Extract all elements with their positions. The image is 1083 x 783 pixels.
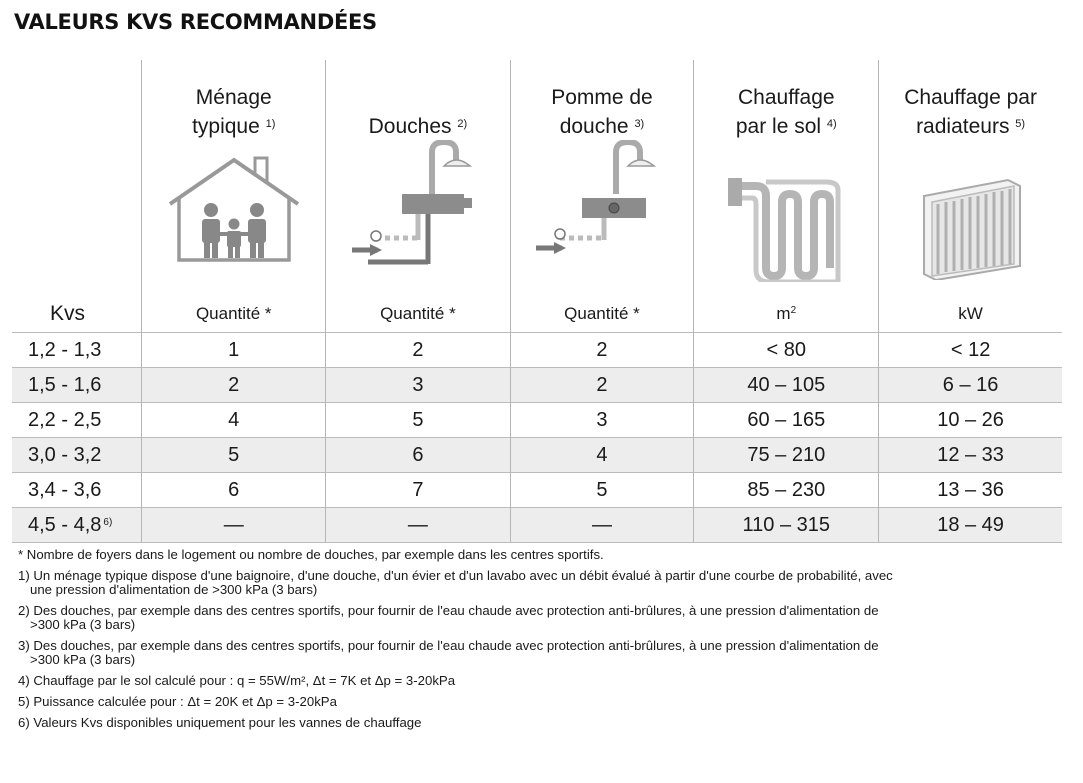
kvs-cell: 3,0 - 3,2 xyxy=(12,438,142,473)
floor-heating-icon xyxy=(726,172,846,282)
table-cell: 2 xyxy=(510,333,694,368)
header-pomme-de-douche xyxy=(510,60,694,333)
header-title: Douches $^{2)}$ xyxy=(368,115,468,138)
header-title: Pomme de douche $^{3)}$ xyxy=(551,86,653,138)
table-cell: 40 – 105 xyxy=(694,368,879,403)
table-cell: 13 – 36 xyxy=(879,473,1062,508)
table-cell: 2 xyxy=(510,368,694,403)
footnote: 2) Des douches, par exemple dans des centres sportifs, pour fournir de l'eau chaude avec protection anti-brûlures, à une pression d'alimentation de >300 kPa (3 bars) xyxy=(18,603,879,632)
kvs-cell: 1,2 - 1,3 xyxy=(12,333,142,368)
table-row xyxy=(12,368,1062,403)
footnote: 6) Valeurs Kvs disponibles uniquement pour les vannes de chauffage xyxy=(18,715,422,730)
kvs-cell: 4,5 - 4,8 $^{6)}$ xyxy=(12,508,142,543)
table-header-row xyxy=(12,60,1062,333)
kvs-cell: 2,2 - 2,5 xyxy=(12,403,142,438)
table-cell: 5 xyxy=(510,473,694,508)
footnote: 1) Un ménage typique dispose d'une baignoire, d'une douche, d'un évier et d'un lavabo avec un débit évalué à partir d'une courbe de probabilité, avec une pression d'alimentation de >300 kPa (3 bars) xyxy=(18,568,893,597)
table-cell: 6 xyxy=(326,438,510,473)
table-row xyxy=(12,438,1062,473)
table-cell: 5 xyxy=(326,403,510,438)
header-title: Ménage typique $^{1)}$ xyxy=(192,86,276,138)
header-unit: Quantité * xyxy=(380,304,456,323)
kvs-cell: 1,5 - 1,6 xyxy=(12,368,142,403)
table-cell: 60 – 165 xyxy=(694,403,879,438)
table-cell: 85 – 230 xyxy=(694,473,879,508)
table-cell: 2 xyxy=(326,333,510,368)
header-unit: $m^2$ xyxy=(776,304,797,323)
footnote: 5) Puissance calculée pour : Δt = 20K et Δp = 3-20kPa xyxy=(18,694,337,709)
header-unit: Quantité * xyxy=(564,304,640,323)
table-cell: 6 xyxy=(142,473,326,508)
table-cell: 3 xyxy=(326,368,510,403)
table-cell: 110 – 315 xyxy=(694,508,879,543)
footnote: 4) Chauffage par le sol calculé pour : q = 55W/m², Δt = 7K et Δp = 3-20kPa xyxy=(18,673,456,688)
footnote: 3) Des douches, par exemple dans des centres sportifs, pour fournir de l'eau chaude avec protection anti-brûlures, à une pression d'alimentation de >300 kPa (3 bars) xyxy=(18,638,879,667)
footnotes xyxy=(18,548,1058,737)
table-cell: 10 – 26 xyxy=(879,403,1062,438)
table-row xyxy=(12,473,1062,508)
kvs-column-label: Kvs xyxy=(50,302,86,325)
table-cell: 4 xyxy=(142,403,326,438)
table-cell: 18 – 49 xyxy=(879,508,1062,543)
kvs-table xyxy=(12,60,1062,543)
radiator-icon xyxy=(916,176,1026,280)
table-cell: 3 xyxy=(510,403,694,438)
shower-head-icon xyxy=(532,140,672,270)
header-chauffage-radiateurs xyxy=(879,60,1062,333)
table-cell: — xyxy=(326,508,510,543)
table-cell: 75 – 210 xyxy=(694,438,879,473)
header-kvs-cell xyxy=(12,60,142,333)
table-cell: 4 xyxy=(510,438,694,473)
table-cell: 5 xyxy=(142,438,326,473)
footnote: * Nombre de foyers dans le logement ou nombre de douches, par exemple dans les centres sportifs. xyxy=(18,547,604,562)
table-cell: 6 – 16 xyxy=(879,368,1062,403)
table-cell: 2 xyxy=(142,368,326,403)
table-row xyxy=(12,508,1062,543)
family-house-icon xyxy=(165,152,303,262)
header-unit: Quantité * xyxy=(195,304,272,323)
header-menage xyxy=(142,60,326,333)
header-douches xyxy=(326,60,510,333)
kvs-cell: 3,4 - 3,6 xyxy=(12,473,142,508)
header-unit: kW xyxy=(958,304,983,323)
table-row xyxy=(12,333,1062,368)
table-cell: < 12 xyxy=(879,333,1062,368)
header-title: Chauffage par le sol $^{4)}$ xyxy=(735,86,837,138)
table-cell: 7 xyxy=(326,473,510,508)
header-title: Chauffage par radiateurs $^{5)}$ xyxy=(904,86,1037,138)
table-cell: < 80 xyxy=(694,333,879,368)
table-row xyxy=(12,403,1062,438)
page-title: VALEURS KVS RECOMMANDÉES xyxy=(14,10,377,34)
table-cell: 1 xyxy=(142,333,326,368)
table-cell: — xyxy=(142,508,326,543)
header-chauffage-sol xyxy=(694,60,879,333)
table-cell: — xyxy=(510,508,694,543)
table-cell: 12 – 33 xyxy=(879,438,1062,473)
shower-icon xyxy=(348,140,488,270)
